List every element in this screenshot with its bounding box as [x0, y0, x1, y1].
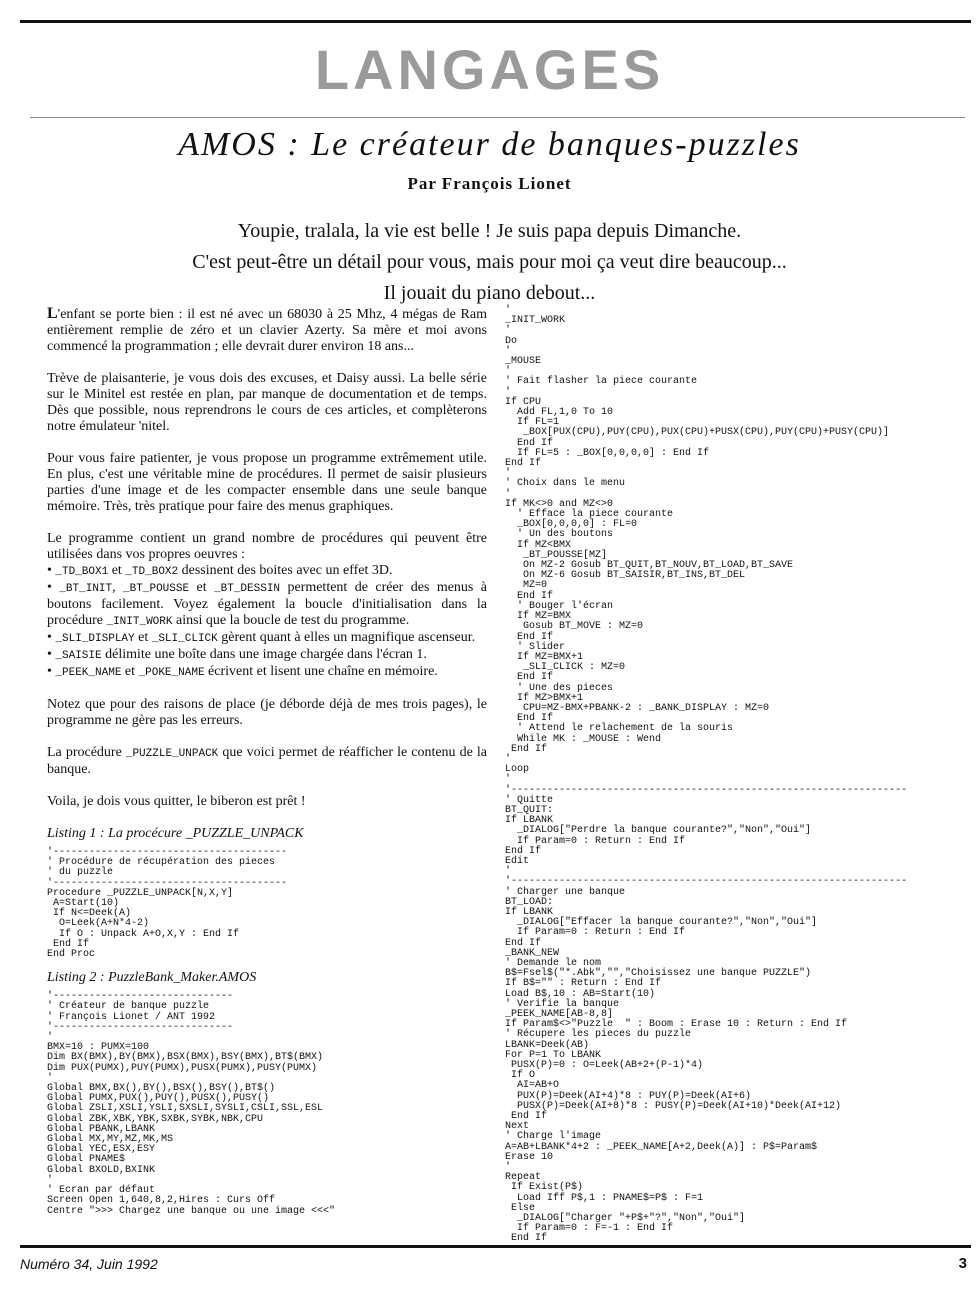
- list-text: gèrent quant à elles un magnifique ascenseur.: [217, 630, 476, 645]
- code-term: _INIT_WORK: [106, 616, 173, 628]
- code-listing-2: '------------------------------ ' Créateur de banque puzzle ' François Lionet / ANT 1992 '------------------------------ ' BMX=10 : PUMX=100 Dim BX(BMX),BY(BMX),BSX(BMX),BSY(BMX),BT$(BMX) Dim PUX(PUMX),PUY(PUMX),PUSX(PUMX),PUSY(PUMX) ' Global BMX,BX(),BY(),BSX(),BSY(),BT$() Global PUMX,PUX(),PUY(),PUSX(),PUSY() Global ZSLI,XSLI,YSLI,SXSLI,SYSLI,CSLI,SSL,ESL Global ZBK,XBK,YBK,SXBK,SYBK,NBK,CPU Global PBANK,LBANK Global MX,MY,MZ,MK,MS Global YEC,ESX,ESY Global PNAME$ Global BXOLD,BXINK ' ' Ecran par défaut Screen Open 1,640,8,2,Hires : Curs Off Centre ">>> Chargez une banque ou une image <<<": [47, 991, 336, 1217]
- paragraph-text: que voici permet de réafficher le contenu de la banque.: [47, 745, 487, 777]
- list-text: délimite une boîte dans une image chargée dans l'écran 1.: [101, 647, 427, 662]
- code-term: _BT_INIT: [59, 583, 113, 595]
- list-text: dessinent des boites avec un effet 3D.: [178, 563, 393, 578]
- top-rule: [20, 20, 971, 23]
- list-text: et: [134, 630, 152, 645]
- page-number: 3: [958, 1255, 967, 1272]
- list-text: permettent de créer des menus à boutons facilement. Voyez également la boucle d'initialisation dans la procédure: [47, 580, 487, 628]
- list-item: [47, 563, 487, 580]
- intro-line: Youpie, tralala, la vie est belle ! Je suis papa depuis Dimanche.: [237, 220, 742, 242]
- code-term: _SLI_DISPLAY: [55, 633, 135, 645]
- list-text: écrivent et lisent une chaîne en mémoire.: [204, 664, 438, 679]
- list-item: [47, 580, 487, 630]
- list-text: et: [108, 563, 126, 578]
- list-text: ainsi que la boucle de test du programme.: [172, 613, 410, 628]
- code-term: _POKE_NAME: [138, 667, 205, 679]
- intro-line: C'est peut-être un détail pour vous, mais pour moi ça veut dire beaucoup...: [192, 251, 787, 273]
- issue-info: Numéro 34, Juin 1992: [20, 1256, 158, 1272]
- code-term: _PUZZLE_UNPACK: [125, 748, 219, 760]
- bottom-rule: [20, 1245, 971, 1248]
- listing-caption: Listing 2 : PuzzleBank_Maker.AMOS: [47, 970, 257, 986]
- article-title: AMOS : Le créateur de banques-puzzles: [178, 126, 801, 163]
- body-paragraph: Pour vous faire patienter, je vous propose un programme extrêmement utile. En plus, c'est une véritable mine de procédures. Il permet de saisir plusieurs parties d'une image et de les compacter ensemble dans une seule banque mémoire. Très, très pratique pour faire des menus graphiques.: [47, 451, 487, 514]
- code-term: _SLI_CLICK: [151, 633, 218, 645]
- code-listing-1: '--------------------------------------- ' Procédure de récupération des pieces ' du puzzle '--------------------------------------- Procedure _PUZZLE_UNPACK[N,X,Y] A=Start(10) If N<=Deek(A) O=Leek(A+N*4-2) If O : Unpack A+O,X,Y : End If End If End Proc: [47, 847, 288, 961]
- code-term: _PEEK_NAME: [55, 667, 122, 679]
- section-heading: LANGAGES: [314, 38, 665, 101]
- list-text: ,: [112, 580, 124, 595]
- list-item: [47, 630, 487, 647]
- intro-line: Il jouait du piano debout...: [383, 282, 596, 304]
- body-paragraph: Voila, je dois vous quitter, le biberon est prêt !: [47, 794, 306, 809]
- heading-divider: [30, 117, 965, 118]
- listing-caption: Listing 1 : La procécure _PUZZLE_UNPACK: [47, 826, 304, 841]
- body-paragraph: Le programme contient un grand nombre de procédures qui peuvent être utilisées dans vos propres oeuvres :: [47, 531, 487, 562]
- list-text: et: [189, 580, 215, 595]
- code-listing-main: ' _INIT_WORK ' Do ' _MOUSE ' ' Fait flasher la piece courante ' If CPU Add FL,1,0 To 10 If FL=1 _BOX[PUX(CPU),PUY(CPU),PUX(CPU)+PUSX(CPU),PUY(CPU)+PUSY(CPU)] End If If FL=5 : _BOX[0,0,0,0] : End If End If ' ' Choix dans le menu ' If MK<>0 and MZ<>0 ' Efface la piece courante _BOX[0,0,0,0] : FL=0 ' Un des boutons If MZ<BMX _BT_POUSSE[MZ] On MZ-2 Gosub BT_QUIT,BT_NOUV,BT_LOAD,BT_SAVE On MZ-6 Gosub BT_SAISIR,BT_INS,BT_DEL MZ=0 End If ' Bouger l'écran If MZ=BMX Gosub BT_MOVE : MZ=0 End If ' Slider If MZ=BMX+1 _SLI_CLICK : MZ=0 End If ' Une des pieces If MZ>BMX+1 CPU=MZ-BMX+PBANK-2 : _BANK_DISPLAY : MZ=0 End If ' Attend le relachement de la souris While MK : _MOUSE : Wend End If ' Loop ' '------------------------------------------------------------------ ' Quitte BT_QUIT: If LBANK _DIALOG["Perdre la banque courante?","Non","Oui"] If Param=0 : Return : End If End If Edit ' '------------------------------------------------------------------ ' Charger une banque BT_LOAD: If LBANK _DIALOG["Effacer la banque courante?","Non","Oui"] If Param=0 : Return : End If End If _BANK_NEW ' Demande le nom B$=Fsel$("*.Abk","","Choisissez une banque PUZZLE") If B$="" : Return : End If Load B$,10 : AB=Start(10) ' Verifie la banque _PEEK_NAME[AB-8,8] If Param$<>"Puzzle " : Boom : Erase 10 : Return : End If ' Récupere les pieces du puzzle LBANK=Deek(AB) For P=1 To LBANK PUSX(P)=0 : O=Leek(AB+2+(P-1)*4) If O AI=AB+O PUX(P)=Deek(AI+4)*8 : PUY(P)=Deek(AI+6) PUSX(P)=Deek(AI+8)*8 : PUSY(P)=Deek(AI+10)*Deek(AI+12) End If Next ' Charge l'image A=AB+LBANK*4+2 : _PEEK_NAME[A+2,Deek(A)] : P$=Param$ Erase 10 ' Repeat If Exist(P$) Load Iff P$,1 : PNAME$=P$ : F=1 Else _DIALOG["Charger "+P$+"?","Non","Oui"] If Param=0 : F=-1 : End If End If: [505, 305, 908, 1245]
- left-column: [47, 306, 487, 1225]
- list-item: [47, 647, 487, 664]
- byline: Par François Lionet: [407, 174, 572, 193]
- body-paragraph: [47, 745, 487, 778]
- paragraph-text: La procédure: [47, 745, 126, 760]
- code-term: _TD_BOX2: [125, 566, 179, 578]
- procedure-list: [47, 563, 487, 681]
- paragraph-text: 'enfant se porte bien : il est né avec un 68030 à 25 Mhz, 4 mégas de Ram entièrement remplie de zéro et un clavier Azerty. Sa mère et moi avons commencé la programmation ; elle devrait durer environ 18 ans...: [47, 307, 487, 354]
- body-paragraph: [47, 306, 487, 355]
- body-paragraph: Notez que pour des raisons de place (je déborde déjà de mes trois pages), le programme ne gère pas les erreurs.: [47, 697, 487, 728]
- code-term: _BT_POUSSE: [123, 583, 190, 595]
- list-item: [47, 664, 487, 681]
- list-text: et: [121, 664, 139, 679]
- code-term: _SAISIE: [55, 650, 102, 662]
- code-term: _TD_BOX1: [55, 566, 109, 578]
- drop-cap: L: [47, 305, 58, 322]
- code-term: _BT_DESSIN: [214, 583, 281, 595]
- body-paragraph: Trève de plaisanterie, je vous dois des excuses, et Daisy aussi. La belle série sur le Minitel est restée en plan, par manque de documentation et de temps. Dès que possible, nous reprendrons le cours de ces articles, et complèterons notre émulateur 'nitel.: [47, 371, 487, 434]
- right-column: [505, 306, 975, 1245]
